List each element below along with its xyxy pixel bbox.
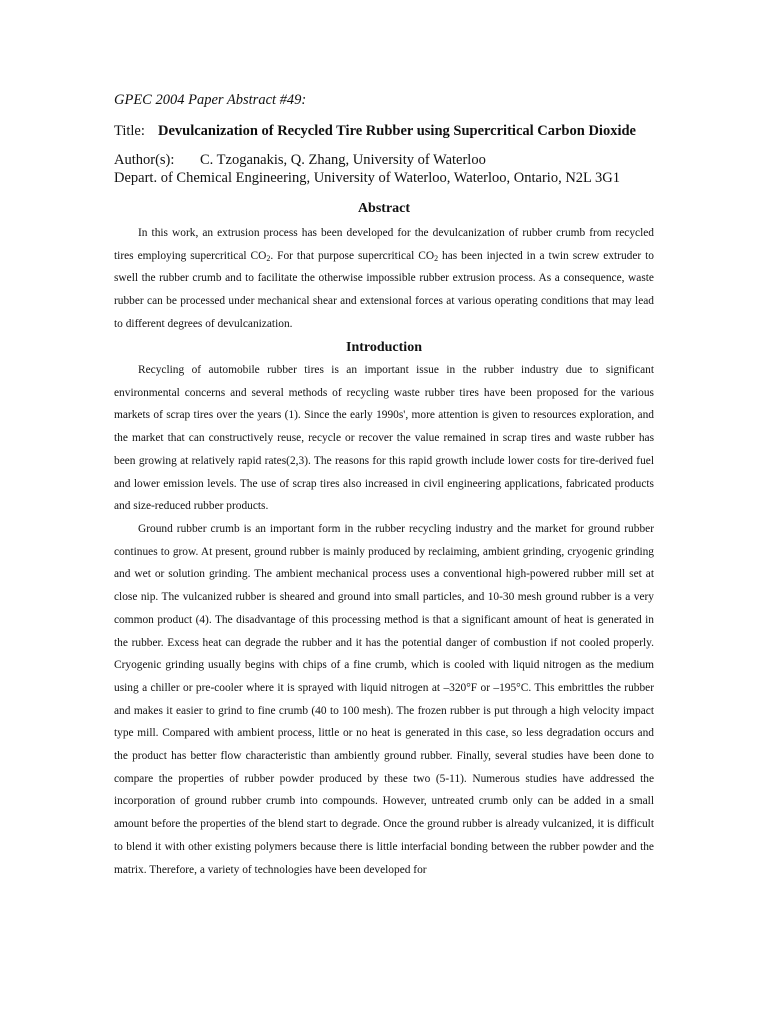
abstract-paragraph (114, 222, 654, 336)
authors-row (114, 152, 486, 169)
abstract-text-3: has been injected in a twin screw extruder to swell the rubber crumb and to facilitate the otherwise impossible rubber extrusion process. As a consequence, waste rubber can be processed under mechanical shear and extensional forces at various operating conditions that may lead to different degrees of devulcanization. (114, 249, 655, 330)
abstract-text-2: . For that purpose supercritical CO (270, 249, 435, 262)
abstract-text-1: In this work, an extrusion process has been developed for the devulcanization of rubber crumb from recycled tires employing supercritical CO (114, 227, 654, 262)
conference-label: GPEC 2004 Paper Abstract #49: (114, 92, 307, 108)
introduction-paragraph-2: Ground rubber crumb is an important form in the rubber recycling industry and the market for ground rubber continues to grow. At present, ground rubber is mainly produced by reclaiming, ambient grinding, cryogenic grinding and wet or solution grinding. The ambient mechanical process uses a conventional high-powered rubber mill set at close nip. The vulcanized rubber is sheared and ground into small particles, and 10-30 mesh ground rubber is a very common product (4). The disadvantage of this processing method is that a significant amount of heat is generated in the rubber. Excess heat can degrade the rubber and it has the potential danger of combustion if not cooled properly. Cryogenic grinding usually begins with chips of a fine crumb, which is cooled with liquid nitrogen as the medium using a chiller or pre-cooler where it is sprayed with liquid nitrogen at –320°F or –195°C. This embrittles the rubber and makes it easier to grind to fine crumb (40 to 100 mesh). The frozen rubber is put through a high velocity impact type mill. Compared with ambient process, little or no heat is generated in this case, so less degradation occurs and the product has better flow characteristic than ambiently ground rubber. Finally, several studies have been done to compare the properties of rubber powder produced by these two (5-11). Numerous studies have addressed the incorporation of ground rubber crumb into compounds. However, untreated crumb only can be added in a small amount before the properties of the blend start to degrade. Once the ground rubber is already vulcanized, it is difficult to blend it with other existing polymers because there is little interfacial bonding between the rubber powder and the matrix. Therefore, a variety of technologies have been developed for (114, 523, 654, 876)
title-label: Title: (114, 123, 145, 139)
department: Depart. of Chemical Engineering, University of Waterloo, Waterloo, Ontario, N2L 3G1 (114, 170, 620, 186)
introduction-paragraph-1: Recycling of automobile rubber tires is an important issue in the rubber industry due to significant environmental concerns and several methods of recycling waste rubber tires have been proposed for the various markets of scrap tires over the years (1). Since the early 1990s', more attention is given to resources exploration, and the market that can constructively reuse, recycle or recover the value remained in scrap tires and waste rubber has been growing at relatively rapid rates(2,3). The reasons for this rapid growth include lower costs for tire-derived fuel and lower emission levels. The use of scrap tires also increased in civil engineering applications, fabricated products and size-reduced rubber products. (114, 364, 654, 513)
authors-label: Author(s): (114, 152, 175, 168)
abstract-heading: Abstract (357, 201, 411, 216)
abstract-sub-1: 2 (266, 253, 271, 263)
abstract-sub-2: 2 (434, 253, 439, 263)
authors: C. Tzoganakis, Q. Zhang, University of Waterloo (200, 152, 486, 168)
introduction-heading: Introduction (346, 340, 422, 355)
title-row (114, 123, 636, 140)
paper-title: Devulcanization of Recycled Tire Rubber using Supercritical Carbon Dioxide (158, 123, 636, 139)
